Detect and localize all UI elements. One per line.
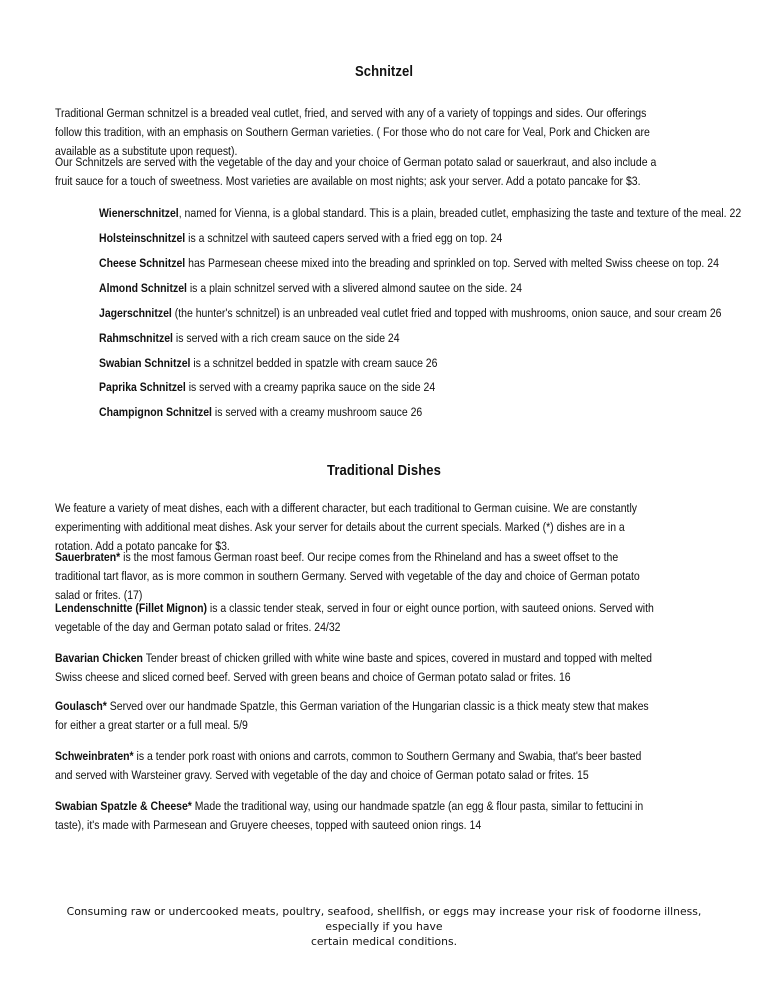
dish-name: Schweinbraten*	[55, 749, 134, 763]
dish-name: Goulasch*	[55, 699, 107, 713]
menu-item-rahmschnitzel	[99, 330, 701, 346]
food-safety-disclaimer	[40, 904, 728, 949]
dish-desc: Tender breast of chicken grilled with white wine baste and spices, covered in mustard and topped with melted Swiss cheese and sliced corned beef. Served with green beans and choice of German potato salad or frites. 16	[55, 651, 652, 684]
dish-desc: Made the traditional way, using our handmade spatzle (an egg & flour pasta, similar to fettucini in taste), it's made with Parmesean and Gruyere cheeses, topped with sauteed onion rings. 14	[55, 799, 644, 832]
item-name: Rahmschnitzel	[99, 331, 173, 345]
item-desc: is a plain schnitzel served with a slivered almond sautee on the side. 24	[186, 281, 522, 295]
item-name: Champignon Schnitzel	[99, 405, 212, 419]
menu-item-holsteinschnitzel	[99, 230, 701, 246]
menu-item-champignon-schnitzel	[99, 404, 701, 420]
item-desc: is served with a creamy paprika sauce on the side 24	[185, 380, 436, 394]
schnitzel-heading: Schnitzel	[354, 64, 414, 80]
schnitzel-sides-note: Our Schnitzels are served with the vegetable of the day and your choice of German potato salad or sauerkraut, and also include a fruit sauce for a touch of sweetness. Most varieties are available on most nights; ask your server. Add a potato pancake for $3.	[55, 155, 657, 188]
dish-swabian-spatzle-cheese	[55, 797, 657, 835]
menu-item-cheese-schnitzel	[99, 255, 719, 271]
dish-desc: is a tender pork roast with onions and carrots, common to Southern Germany and Swabia, that's beer basted and served with Warsteiner gravy. Served with vegetable of the day and choice of German potato salad or frites. 15	[55, 749, 642, 782]
item-desc: is served with a creamy mushroom sauce 26	[211, 405, 423, 419]
dish-name: Sauerbraten*	[55, 550, 121, 564]
menu-item-paprika-schnitzel	[99, 379, 701, 395]
dish-lendenschnitte	[55, 599, 657, 637]
dish-goulasch	[55, 697, 657, 735]
item-desc: , named for Vienna, is a global standard. This is a plain, breaded cutlet, emphasizing the taste and texture of the meal. 22	[178, 206, 742, 220]
dish-bavarian-chicken	[55, 649, 657, 687]
menu-item-wienerschnitzel	[99, 205, 742, 221]
dish-desc: is a classic tender steak, served in four or eight ounce portion, with sauteed onions. Served with vegetable of the day and German potato salad or frites. 24/32	[55, 601, 654, 634]
traditional-intro: We feature a variety of meat dishes, each with a different character, but each traditional to German cuisine. We are constantly experimenting with additional meat dishes. Ask your server for details about the current specials. Marked (*) dishes are in a rotation. Add a potato pancake for $3.	[55, 501, 638, 553]
item-desc: is a schnitzel with sauteed capers served with a fried egg on top. 24	[185, 231, 503, 245]
dish-desc: Served over our handmade Spatzle, this German variation of the Hungarian classic is a thick meaty stew that makes for either a great starter or a full meal. 5/9	[55, 699, 649, 732]
menu-item-jagerschnitzel	[99, 305, 722, 321]
item-name: Holsteinschnitzel	[99, 231, 186, 245]
dish-desc: is the most famous German roast beef. Our recipe comes from the Rhineland and has a sweet offset to the traditional tart flavor, as is more common in southern Germany. Served with vegetable of the day and choice of German potato salad or frites. (17)	[55, 550, 640, 602]
menu-item-almond-schnitzel	[99, 280, 701, 296]
traditional-dishes-heading: Traditional Dishes	[326, 463, 442, 479]
item-name: Cheese Schnitzel	[99, 256, 186, 270]
item-name: Wienerschnitzel	[99, 206, 179, 220]
dish-name: Swabian Spatzle & Cheese*	[55, 799, 192, 813]
item-desc: is served with a rich cream sauce on the side 24	[172, 331, 400, 345]
menu-item-swabian-schnitzel	[99, 355, 701, 371]
item-desc: has Parmesean cheese mixed into the breading and sprinkled on top. Served with melted Swiss cheese on top. 24	[185, 256, 719, 270]
disclaimer-line-1: Consuming raw or undercooked meats, poultry, seafood, shellfish, or eggs may increase your risk of foodorne illness, especially if you have	[66, 905, 702, 933]
item-desc: (the hunter's schnitzel) is an unbreaded veal cutlet fried and topped with mushrooms, onion sauce, and sour cream 26	[171, 306, 722, 320]
disclaimer-line-2: certain medical conditions.	[310, 935, 458, 948]
item-name: Paprika Schnitzel	[99, 380, 186, 394]
dish-name: Lendenschnitte (Fillet Mignon)	[55, 601, 207, 615]
item-name: Almond Schnitzel	[99, 281, 187, 295]
dish-schweinbraten	[55, 747, 657, 785]
item-name: Swabian Schnitzel	[99, 356, 191, 370]
dish-sauerbraten	[55, 548, 657, 605]
schnitzel-intro: Traditional German schnitzel is a breaded veal cutlet, fried, and served with any of a variety of toppings and sides. Our offerings follow this tradition, with an emphasis on Southern German varieties. ( For those who do not care for Veal, Pork and Chicken are available as a substitute upon request).	[55, 106, 650, 158]
item-desc: is a schnitzel bedded in spatzle with cream sauce 26	[190, 356, 438, 370]
dish-name: Bavarian Chicken	[55, 651, 143, 665]
item-name: Jagerschnitzel	[99, 306, 172, 320]
